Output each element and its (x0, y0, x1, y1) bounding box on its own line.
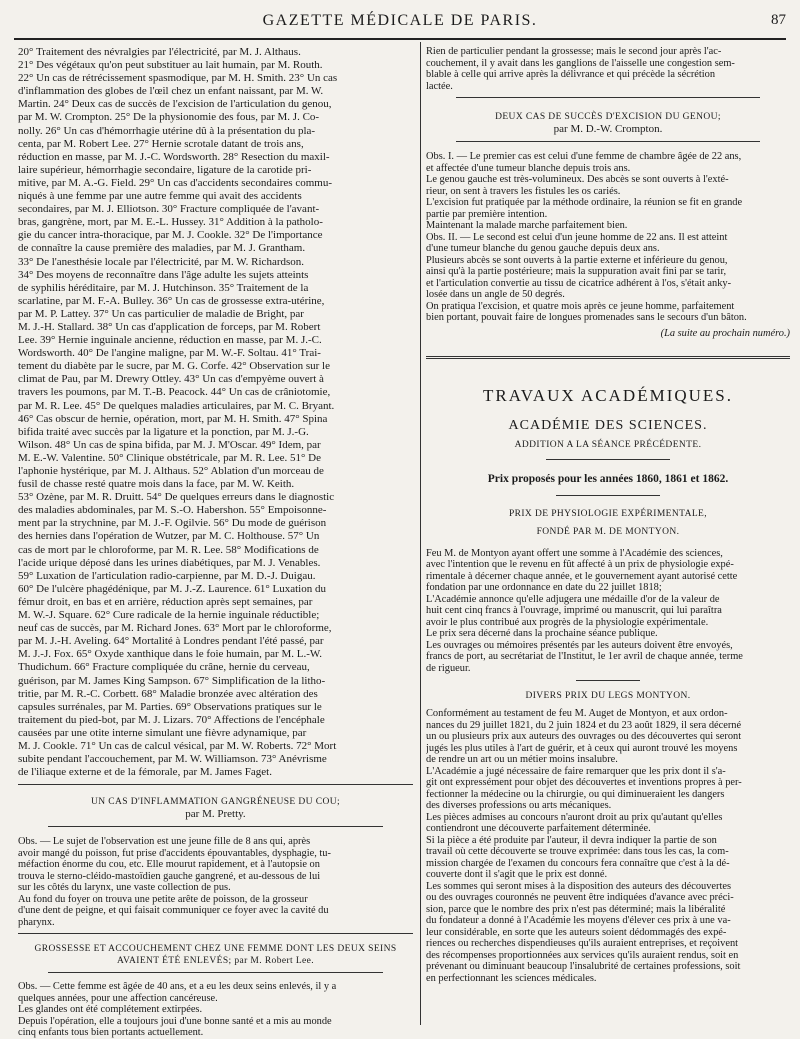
text-line: des maladies abdominales, par M. S.-O. Habershon. 55° Empoisonne- (18, 504, 327, 517)
text-line: Obs. II. — Le second est celui d'un jeune homme de 22 ans. Il est atteint (426, 231, 728, 243)
text-line: Wilson. 48° Un cas de spina bifida, par M. J. M'Oscar. 49° Idem, par (18, 438, 321, 451)
text-line: des hernies dans l'opération de Wutzer, par M. C. Holthouse. 57° Un (18, 530, 320, 543)
text-line: un ou plusieurs prix aux auteurs des ouvrages ou des découvertes qui seront (426, 731, 742, 742)
text-line: L'Académie a jugé nécessaire de faire remarquer que les prix dont il s'a- (426, 765, 726, 777)
prize-body (426, 708, 790, 984)
text-line: niqués à une femme par une autre femme qui avait des accidents (18, 190, 302, 203)
text-line: neuf cas de succès, par M. Richard Jones. 63° Mort par le chloroforme, (18, 622, 332, 635)
article-heading-cont: AVAIENT ÉTÉ ENLEVÉS; par M. Robert Lee. (116, 956, 315, 967)
page-number: 87 (771, 12, 786, 28)
text-line: Les sommes qui seront mises à la disposition des auteurs des découvertes (426, 880, 732, 892)
text-line: avec l'intention que le revenu en fût affecté à un prix de physiologie expé- (426, 559, 734, 570)
heading-rule (576, 680, 640, 681)
session-subtitle: ADDITION A LA SÉANCE PRÉCÉDENTE. (514, 439, 702, 450)
text-line: Obs. — Cette femme est âgée de 40 ans, et a eu les deux seins enlevés, il y a (18, 981, 337, 993)
text-line: 46° Cas obscur de hernie, opération, mort, par M. H. Smith. 47° Spina (18, 412, 328, 425)
text-line: fusil de chasse resté quatre mois dans la face, par M. W. Keith. (18, 478, 295, 491)
text-line: couverte dont il s'agit que le prix est donné. (426, 869, 608, 880)
text-line: de rigueur. (426, 662, 471, 674)
text-line: Les ouvrages ou mémoires présentés par les auteurs doivent être envoyés, (426, 639, 733, 651)
prize-heading: DIVERS PRIX DU LEGS MONTYON. (525, 691, 691, 701)
text-line: quelques années, pour une affection cancéreuse. (18, 992, 218, 1004)
article-author: par M. Pretty. (185, 808, 246, 821)
text-line: Les glandes ont été complétement extirpées. (18, 1004, 203, 1016)
text-line: fondation par une ordonnance en date du 22 juillet 1818; (426, 582, 662, 593)
text-line: Martin. 24° Deux cas de succès de l'excision de l'articulation du genou, (18, 98, 332, 111)
text-line: guérison, par M. James King Sampson. 67° Simplification de la litho- (18, 674, 326, 687)
prize-body (426, 548, 790, 675)
text-line: sion, parce que le nombre des prix n'est pas déterminé; mais la libéralité (426, 903, 726, 915)
text-line: M. E.-W. Valentine. 50° Clinique obstétricale, par M. R. Lee. 51° De (18, 451, 321, 464)
heading-rule (556, 495, 660, 496)
text-line: capsules surrénales, par M. Parties. 69° Observations pratiques sur le (18, 700, 322, 713)
text-line: l'aphonie hystérique, par M. J. Althaus. 52° Ablation d'un morceau de (18, 465, 324, 477)
text-line: blable à celle qui arrive après la délivrance et qui précède la sécrétion (426, 69, 716, 80)
text-line: et affectée d'une tumeur blanche depuis trois ans. (426, 162, 631, 174)
heading-rule (546, 459, 670, 460)
text-line: climat de Pau, par M. Drewry Ottley. 43° Un cas d'empyème ouvert à (18, 373, 324, 386)
text-line: Lee. 39° Hernie inguinale ancienne, réduction en masse, par M. J.-C. (18, 334, 322, 347)
text-line: M. J.-J. Fox. 65° Oxyde xanthique dans le foie humain, par M. L.-W. (18, 648, 323, 661)
text-line: contiendront une découverte parfaitement déterminée. (426, 823, 651, 834)
left-column (18, 46, 413, 1039)
prize-heading: PRIX DE PHYSIOLOGIE EXPÉRIMENTALE, (508, 508, 708, 519)
text-line: avoir mangé du poisson, fut prise d'accidents épouvantables, dysphagie, tu- (18, 847, 331, 859)
text-line: 53° Ozène, par M. R. Druitt. 54° De quelques erreurs dans le diagnostic (18, 491, 335, 504)
text-line: 59° Luxation de l'articulation radio-carpienne, par M. D.-J. Duigau. (18, 569, 316, 582)
text-line: par M. R. Lee. 45° De quelques maladies articulaires, par M. C. Bryant. (18, 399, 335, 412)
text-line: ou des ouvrages couronnés ne peuvent être indiquées d'avance avec préci- (426, 892, 734, 903)
section-title: TRAVAUX ACADÉMIQUES. (482, 385, 733, 405)
text-line: scarlatine, par M. F.-A. Bulley. 36° Un cas de grossesse extra-utérine, (18, 294, 325, 307)
text-line: Si la pièce a été produite par l'auteur, il devra indiquer la partie de son (426, 834, 717, 846)
text-line: Maintenant la malade marche parfaitement bien. (426, 220, 628, 231)
article-body (18, 836, 413, 928)
heading-rule (456, 141, 760, 142)
text-line: riences ou recherches dispendieuses qu'ils auraient entreprises, et reçoivent (426, 938, 739, 949)
text-line: 22° Un cas de rétrécissement spasmodique, par M. H. Smith. 23° Un cas (18, 72, 338, 85)
text-line: bras, gangrène, mort, par M. E.-L. Hussey. 31° Addition à la patholo- (18, 216, 323, 229)
text-line: Au fond du foyer on trouva une petite arête de poisson, de la grosseur (18, 893, 308, 905)
text-line: leur considérable, en sorte que les auteurs soient dédommagés des expé- (426, 926, 727, 938)
text-line: Les pièces admises au concours n'auront droit au prix qu'autant qu'elles (426, 811, 723, 823)
right-column (426, 46, 790, 984)
text-line: 60° De l'ulcère phagédénique, par M. J.-Z. Laurence. 61° Luxation du (18, 582, 326, 595)
text-line: avoir le plus contribué aux progrès de la physiologie expérimentale. (426, 616, 709, 628)
text-line: prévenant ou diminuant beaucoup l'insalubrité de certaines professions, soit (426, 961, 741, 972)
continuation-note: (La suite au prochain numéro.) (660, 327, 790, 339)
text-line: Feu M. de Montyon ayant offert une somme à l'Académie des sciences, (426, 547, 723, 559)
text-line: traitement du pied-bot, par M. J. Lizars. 70° Affections de l'encéphale (18, 713, 325, 726)
text-line: L'excision fut pratiquée par la méthode ordinaire, la réunion se fit en grande (426, 197, 743, 208)
text-line: mitive, par M. A.-G. Field. 29° Un cas d'accidents secondaires commu- (18, 176, 332, 189)
text-line: causées par une otite interne simulant une fièvre adynamique, par (18, 726, 307, 739)
text-line: en perfectionnant les sciences médicales. (426, 972, 597, 984)
text-line: laire supérieur, hémorrhagie secondaire, ligature de la carotide pri- (18, 163, 312, 176)
article-body (426, 151, 790, 324)
text-line: 21° Des végétaux qu'on peut substituer au lait humain, par M. Routh. (18, 59, 323, 72)
text-line: bifida traité avec succès par la ligature et la ponction, par M. J.-G. (18, 425, 309, 438)
text-line: Wordsworth. 40° De l'angine maligne, par M. W.-F. Soltau. 41° Trai- (18, 347, 321, 360)
text-line: jugés les plus utiles à l'art de guérir, et à ceux qui auront trouvé les moyens (426, 742, 738, 754)
text-line: pharynx. (18, 916, 55, 928)
text-line: subite pendant l'accouchement, par M. W. Williamson. 73° Anévrisme (18, 753, 327, 766)
text-line: fémur droit, en bas et en arrière, réduction après sept semaines, par (18, 595, 313, 608)
text-line: git ont expressément pour objet des découvertes et inventions propres à per- (426, 777, 742, 788)
academy-title: ACADÉMIE DES SCIENCES. (508, 417, 708, 433)
text-line: couchement, il y avait dans les ganglions de l'aisselle une congestion sem- (426, 57, 735, 69)
text-line: Le genou gauche est très-volumineux. Des abcès se sont ouverts à l'exté- (426, 174, 729, 185)
prize-subheading: FONDÉ PAR M. DE MONTYON. (536, 526, 680, 537)
text-line: On pratiqua l'excision, et quatre mois après ce jeune homme, parfaitement (426, 300, 735, 312)
journal-title: GAZETTE MÉDICALE DE PARIS. (262, 12, 538, 29)
text-line: fectionner la médecine ou la chirurgie, ou qui diminueraient les dangers (426, 788, 725, 800)
heading-rule (48, 826, 383, 827)
text-line: Plusieurs abcès se sont ouverts à la partie externe et inférieure du genou, (426, 254, 728, 266)
section-double-rule (426, 356, 790, 359)
text-line: ment par la strychnine, par M. J.-F. Ogilvie. 56° Du mode de guérison (18, 517, 327, 530)
text-line: bien portant, pouvait faire de longues promenades sans le secours d'un bâton. (426, 312, 747, 323)
text-line: huit cent cinq francs à l'ouvrage, imprimé ou manuscrit, qui lui paraîtra (426, 605, 722, 616)
column-divider (420, 42, 421, 1025)
text-line: secondaires, par M. J. Elliotson. 30° Fracture compliquée de l'avant- (18, 203, 320, 216)
text-line: M. J. Cookle. 71° Un cas de calcul vésical, par M. W. Roberts. 72° Mort (18, 739, 337, 752)
text-line: de rendre un art ou un métier moins insalubre. (426, 754, 618, 765)
text-line: par M. W. Crompton. 25° De la physionomie des fous, par M. J. Co- (18, 111, 320, 124)
text-line: Le prix sera décerné dans la prochaine séance publique. (426, 628, 658, 639)
text-line: 33° De l'anesthésie locale par l'électricité, par M. W. Richardson. (18, 255, 305, 268)
text-line: tement du diabète par le sucre, par M. G. Corfe. 42° Observation sur le (18, 360, 330, 373)
text-line: d'une dent de peigne, et qui faisait communiquer ce foyer avec la cavité du (18, 905, 329, 917)
masthead (14, 10, 786, 40)
text-line: rimentale à décerner chaque année, et le gouvernement ayant autorisé cette (426, 570, 738, 582)
article-heading: UN CAS D'INFLAMMATION GANGRÉNEUSE DU COU; (90, 797, 341, 808)
text-line: l'acide urique déposé dans les urines diabétiques, par M. J. Venables. (18, 556, 321, 569)
text-line: francs de port, au secrétariat de l'Institut, le 1er avril de chaque année, terme (426, 651, 743, 662)
section-rule (456, 97, 760, 98)
heading-rule (48, 972, 383, 973)
text-line: méfaction énorme du cou, etc. Elle mourut rapidement, et à l'autopsie on (18, 859, 320, 871)
text-line: Conformément au testament de feu M. Auget de Montyon, et aux ordon- (426, 708, 728, 719)
text-line: lactée. (426, 80, 453, 92)
text-line: Thudichum. 66° Fracture compliquée du crâne, hernie du cerveau, (18, 661, 310, 674)
text-line: de l'iliaque externe et de la fémorale, par M. James Faget. (18, 766, 272, 779)
text-line: d'inflammation des globes de l'œil chez un enfant naissant, par M. W. (18, 85, 324, 98)
text-line: d'une tumeur blanche du genou gauche depuis deux ans. (426, 243, 660, 254)
article-continuation (426, 46, 790, 92)
text-line: des récompenses proportionnées aux services qu'ils auraient rendus, soit en (426, 949, 739, 961)
text-line: Obs. — Le sujet de l'observation est une jeune fille de 8 ans qui, après (18, 836, 311, 848)
prize-title: Prix proposés pour les années 1860, 1861 et 1862. (487, 472, 729, 485)
text-line: Depuis l'opération, elle a toujours joui d'une bonne santé et a mis au monde (18, 1015, 332, 1027)
text-line: partie par première intention. (426, 208, 548, 220)
text-line: cinq enfants tous bien portants actuellement. (18, 1027, 204, 1039)
text-line: et l'articulation convertie au tissu de cicatrice adhérent à l'os, s'était anky- (426, 277, 732, 289)
text-line: M. W.-J. Square. 62° Cure radicale de la hernie inguinale réductible; (18, 609, 320, 622)
text-line: sur les côtés du larynx, une vaste collection de pus. (18, 882, 231, 894)
text-line: trouva le sterno-cléido-mastoïdien gauche gangrené, et au-dessous de lui (18, 870, 321, 882)
text-line: réduction en masse, par M. J.-C. Wordsworth. 28° Resection du maxil- (18, 150, 330, 163)
text-line: rieur, on sent à travers les fistules les os cariés. (426, 185, 621, 197)
text-line: 20° Traitement des névralgies par l'électricité, par M. J. Althaus. (18, 46, 301, 58)
text-line: Rien de particulier pendant la grossesse; mais le second jour après l'ac- (426, 46, 722, 57)
text-line: travail où cette découverte se trouve exprimée: dans tous les cas, la com- (426, 846, 729, 857)
communications-list (18, 46, 413, 779)
text-line: cas de mort par le chloroforme, par M. R. Lee. 58° Modifications de (18, 543, 319, 556)
text-line: tritie, par M. R.-C. Corbett. 68° Maladie bronzée avec altération des (18, 687, 318, 700)
text-line: de connaître la cause première des maladies, par M. J. Grantham. (18, 242, 306, 255)
text-line: par M. J.-H. Aveling. 64° Mortalité à Londres pendant l'été passé, par (18, 635, 324, 648)
text-line: M. J.-H. Stallard. 38° Un cas d'application de forceps, par M. Robert (18, 320, 321, 333)
article-heading: GROSSESSE ET ACCOUCHEMENT CHEZ UNE FEMME DONT LES DEUX SEINS (34, 944, 397, 955)
text-line: nances du 29 juillet 1821, du 2 juin 1824 et du 23 août 1829, il sera décerné (426, 719, 742, 731)
text-line: Obs. I. — Le premier cas est celui d'une femme de chambre âgée de 22 ans, (426, 151, 742, 162)
text-line: centa, par M. Robert Lee. 27° Hernie scrotale datant de trois ans, (18, 137, 304, 150)
text-line: mission chargée de l'examen du concours fera connaître que c'est à la dé- (426, 857, 730, 869)
text-line: du fondateur a donné à l'Académie les moyens d'élever ces prix à une va- (426, 915, 731, 926)
text-line: ainsi qu'à la partie postérieure; mais la suppuration avait fini par se tarir, (426, 266, 727, 277)
text-line: losée dans un angle de 50 degrés. (426, 289, 565, 300)
section-rule (18, 784, 413, 785)
text-line: par M. P. Lattey. 37° Un cas particulier de maladie de Bright, par (18, 307, 304, 320)
text-line: nolly. 26° Un cas d'hémorrhagie utérine dû à la présentation du pla- (18, 124, 316, 137)
article-body (18, 981, 413, 1039)
text-line: 34° Des moyens de reconnaître dans l'âge adulte les sujets atteints (18, 268, 309, 281)
text-line: de syphilis héréditaire, par M. J. Hutchinson. 35° Traitement de la (18, 281, 309, 294)
text-line: L'Académie annonce qu'elle adjugera une médaille d'or de la valeur de (426, 593, 720, 605)
text-line: des diverses professions ou arts mécaniques. (426, 800, 612, 811)
article-author: par M. D.-W. Crompton. (553, 123, 663, 135)
article-heading: DEUX CAS DE SUCCÈS D'EXCISION DU GENOU; (495, 112, 721, 122)
section-rule (18, 933, 413, 934)
text-line: gie du cancer intra-thoracique, par M. J. Cookle. 32° De l'importance (18, 229, 323, 242)
text-line: travers les poumons, par M. T.-B. Peacock. 44° Un cas de crâniotomie, (18, 386, 331, 399)
